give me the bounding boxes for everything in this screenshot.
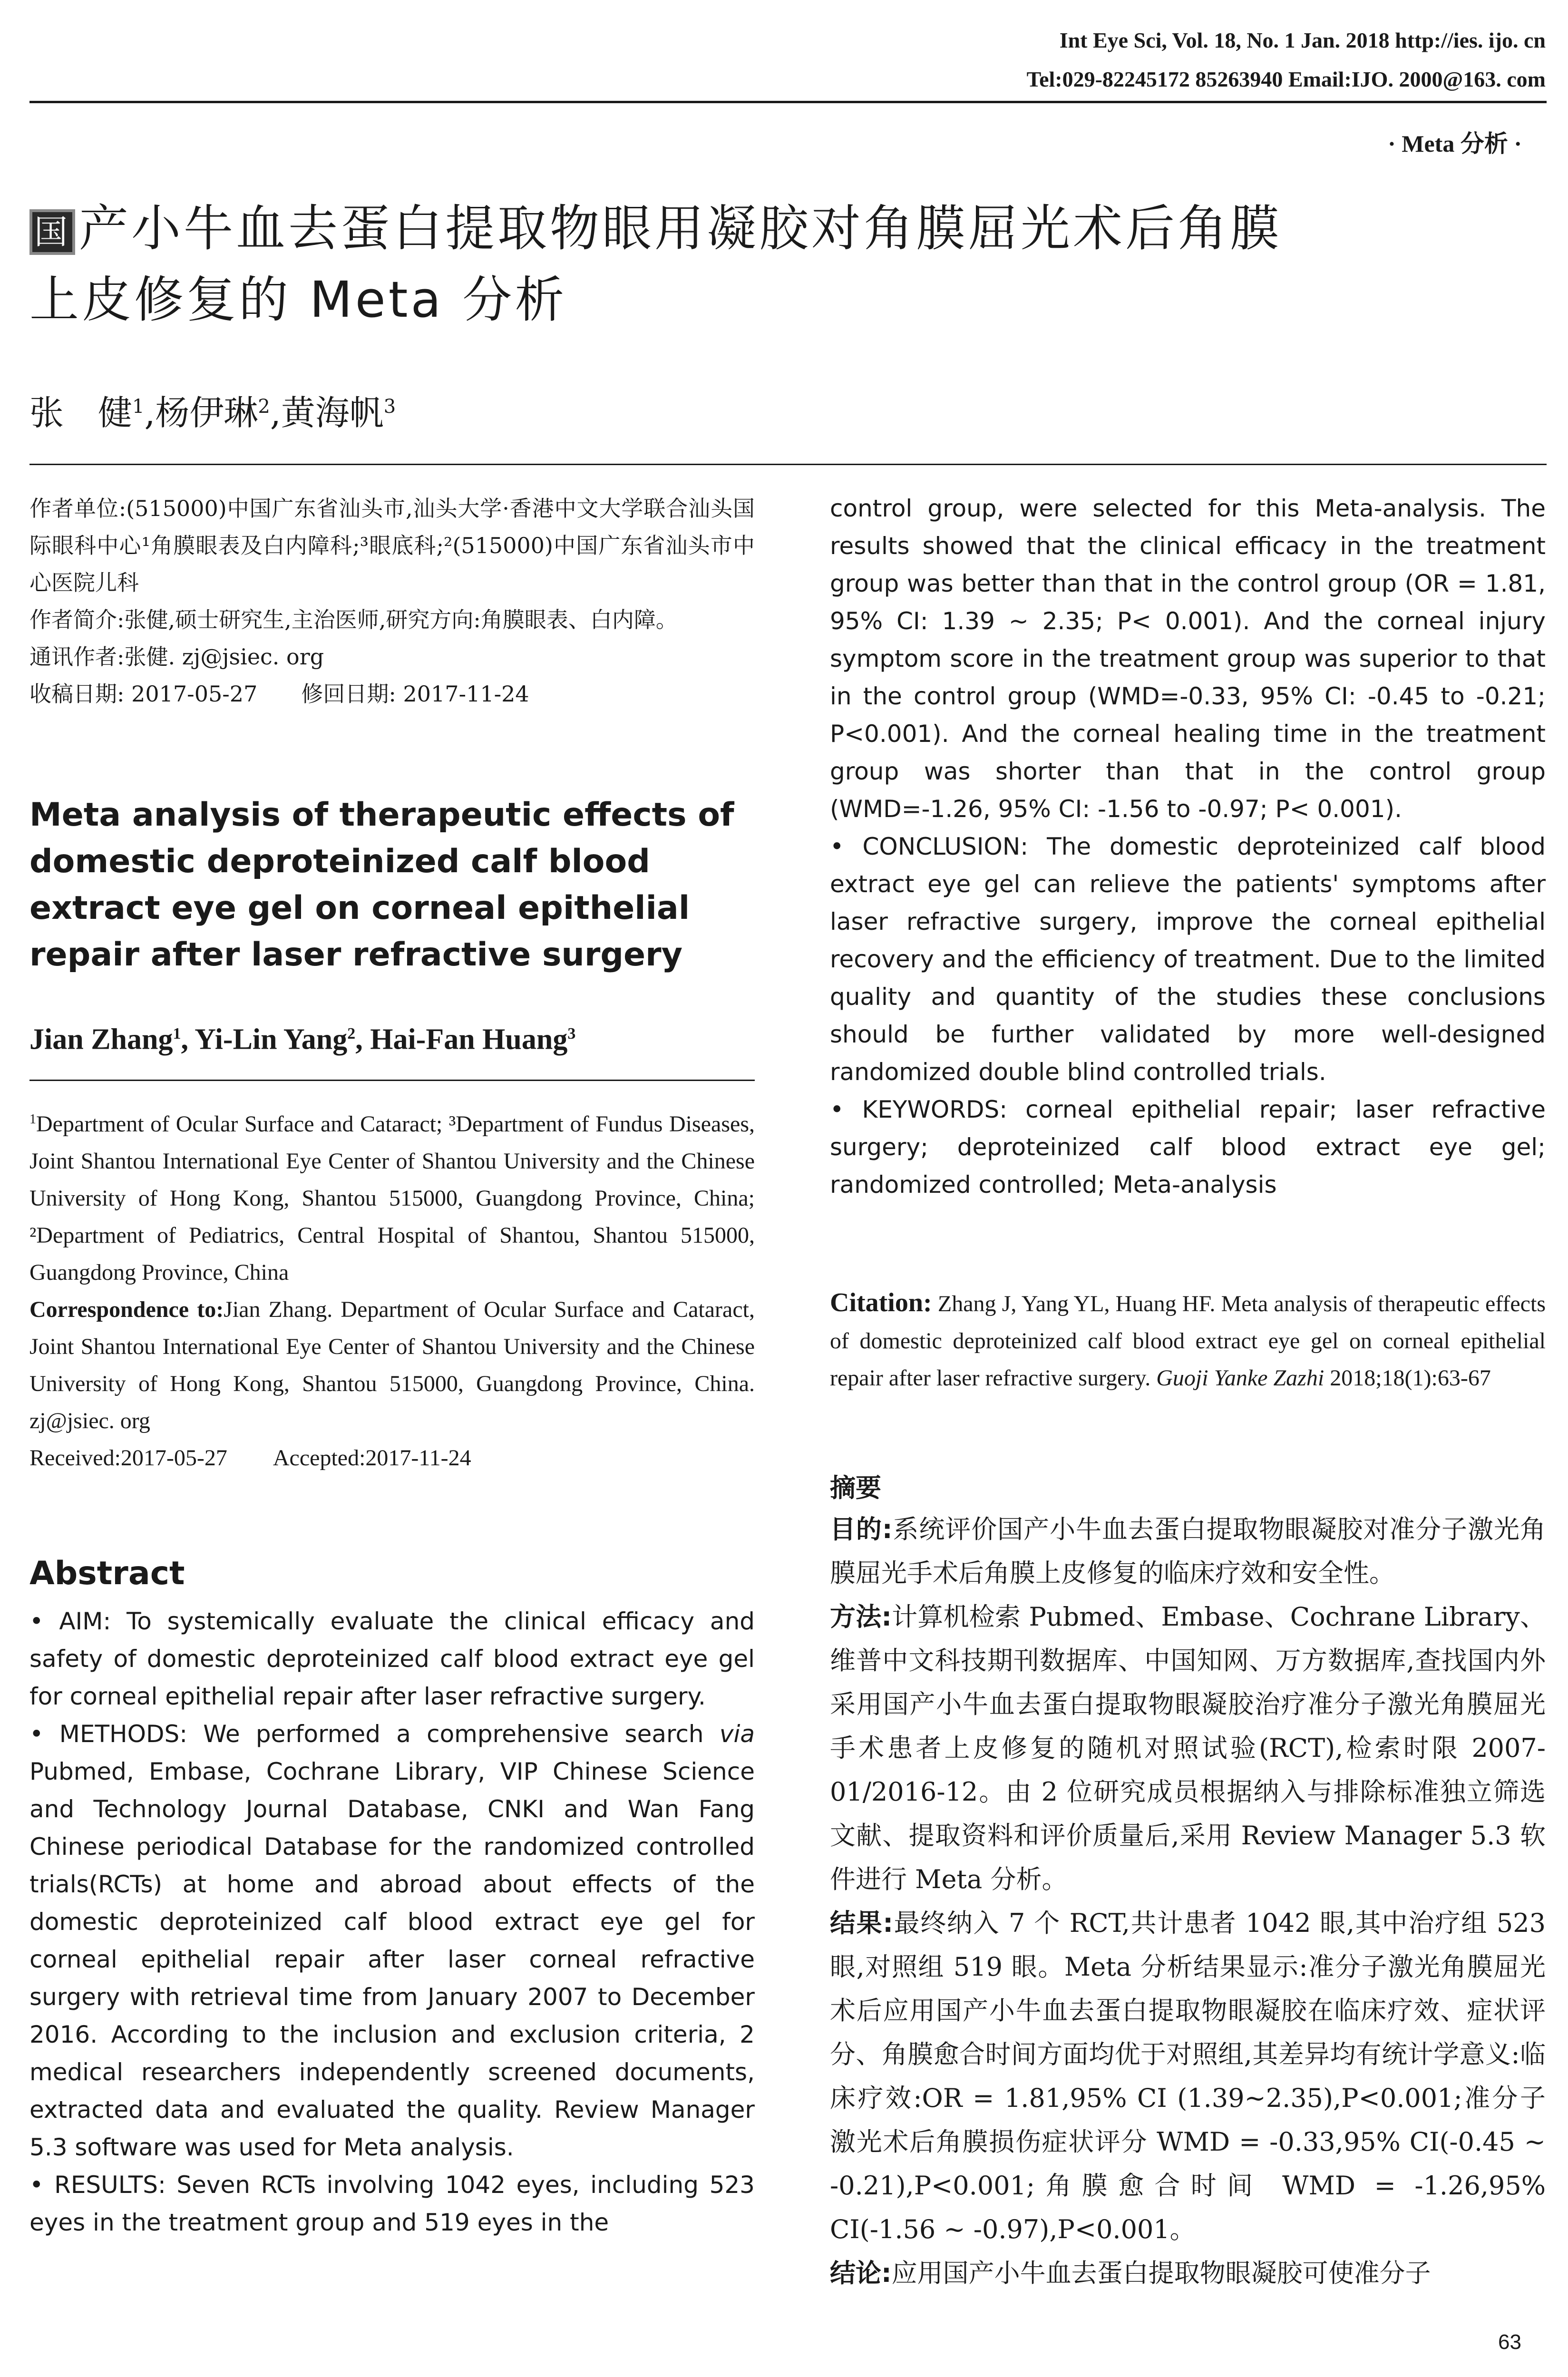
- affiliation-cn-dates: 收稿日期: 2017-05-27 修回日期: 2017-11-24: [29, 681, 529, 707]
- affiliation-en: $^1$Department of Ocular Surface and Cataract; ³Department of Fundus Diseases, Joint Shantou International Eye Center of Shantou University and the Chinese University of Hong Kong, Shantou 515000, Guangdong Province, China; ²Department of Pediatrics, Central Hospital of Shantou, Shantou 515000, Guangdong Province, China Correspondence to:Jian Zhang. Department of Ocular Surface and Cataract, Joint Shantou International Eye Center of Shantou University and the Chinese University of Hong Kong, Shantou 515000, Guangdong Province, China. zj@jsiec. org Received:2017-05-27 Accepted:2017-11-24: [29, 1101, 755, 1477]
- affiliation-cn-unit: 作者单位:(515000)中国广东省汕头市,汕头大学·香港中文大学联合汕头国际眼科中心¹角膜眼表及白内障科;³眼底科;²(515000)中国广东省汕头市中心医院儿科: [29, 496, 755, 595]
- article-title: [29, 193, 1547, 335]
- label-fangfa: 方法:: [830, 1602, 892, 1632]
- label-mudi: 目的:: [830, 1514, 893, 1544]
- received-accepted: Received:2017-05-27 Accepted:2017-11-24: [29, 1445, 471, 1471]
- authors-en: Jian Zhang$^1$, Yi-Lin Yang$^2$, Hai-Fan Huang$^3$: [29, 1023, 576, 1056]
- authors-rule: [29, 464, 1547, 465]
- abstract-keywords: • KEYWORDS: corneal epithelial repair; laser refractive surgery; deproteinized calf blood extract eye gel; randomized controlled; Meta-analysis: [830, 1096, 1546, 1198]
- section-tag: · Meta 分析 ·: [1388, 130, 1522, 157]
- author-cn-3: 黄海帆: [281, 393, 384, 433]
- label-jielun: 结论:: [830, 2258, 892, 2288]
- label-jieguo: 结果:: [830, 1908, 893, 1938]
- affiliation-en-depts: Department of Ocular Surface and Cataract; ³Department of Fundus Diseases, Joint Shantou International Eye Center of Shantou University and the Chinese University of Hong Kong, Shantou 515000, Guangdong Province, China; ²Department of Pediatrics, Central Hospital of Shantou, Shantou 515000, Guangdong Province, China: [29, 1111, 755, 1285]
- author-en-1: Jian Zhang: [29, 1023, 173, 1056]
- author-cn-1: 张 健: [29, 393, 133, 433]
- abstract-right: [830, 490, 1546, 1204]
- correspondence-text: Jian Zhang. Department of Ocular Surface and Cataract, Joint Shantou International Eye Center of Shantou University and the Chinese University of Hong Kong, Shantou 515000, Guangdong Province, China. zj@jsiec. org: [29, 1297, 755, 1433]
- text-jieguo: 最终纳入 7 个 RCT,共计患者 1042 眼,其中治疗组 523 眼,对照组 519 眼。Meta 分析结果显示:准分子激光角膜屈光术后应用国产小牛血去蛋白提取物眼凝胶在临床疗效、症状评分、角膜愈合时间方面均优于对照组,其差异均有统计学意义:临床疗效:OR = 1.81,95% CI (1.39~2.35),P<0.001;准分子激光术后角膜损伤症状评分 WMD = -0.33,95% CI(-0.45 ~ -0.21),P<0.001;角膜愈合时间 WMD = -1.26,95% CI(-1.56 ~ -0.97),P<0.001。: [830, 1908, 1546, 2244]
- citation-label: Citation:: [830, 1288, 932, 1317]
- chinese-abstract-heading: 摘要: [830, 1473, 881, 1503]
- citation-tail: 2018;18(1):63-67: [1330, 1365, 1491, 1391]
- citation: [830, 1284, 1546, 1397]
- affiliation-cn: [29, 490, 755, 712]
- citation-text: Zhang J, Yang YL, Huang HF. Meta analysis of therapeutic effects of domestic deproteinized calf blood extract eye gel on corneal epithelial repair after laser refractive surgery.: [830, 1291, 1546, 1391]
- title-line1: 产小牛血去蛋白提取物眼用凝胶对角膜屈光术后角膜: [79, 199, 1283, 257]
- title-line2: 上皮修复的 Meta 分析: [29, 271, 567, 329]
- abstract-aim: • AIM: To systemically evaluate the clinical efficacy and safety of domestic deproteinized calf blood extract eye gel for corneal epithelial repair after laser refractive surgery.: [29, 1607, 755, 1710]
- abstract-conclusion: • CONCLUSION: The domestic deproteinized calf blood extract eye gel can relieve the patients' symptoms after laser refractive surgery, improve the corneal epithelial recovery and the efficiency of treatment. Due to the limited quality and quantity of the studies these conclusions should be further validated by more well-designed randomized double blind controlled trials.: [830, 833, 1546, 1086]
- correspondence-label: Correspondence to:: [29, 1297, 224, 1322]
- author-cn-2: 杨伊琳: [155, 393, 258, 433]
- text-fangfa: 计算机检索 Pubmed、Embase、Cochrane Library、维普中文科技期刊数据库、中国知网、万方数据库,查找国内外采用国产小牛血去蛋白提取物眼凝胶治疗准分子激光角膜屈光手术患者上皮修复的随机对照试验(RCT),检索时限 2007-01/2016-12。由 2 位研究成员根据纳入与排除标准独立筛选文献、提取资料和评价质量后,采用 Review Manager 5.3 软件进行 Meta 分析。: [830, 1602, 1546, 1894]
- journal-header-line2: Tel:029-82245172 85263940 Email:IJO. 2000@163. com: [1026, 67, 1546, 91]
- chinese-abstract: [830, 1508, 1546, 2295]
- citation-journal: Guoji Yanke Zazhi: [1156, 1365, 1325, 1391]
- abstract-results-start: • RESULTS: Seven RCTs involving 1042 eyes, including 523 eyes in the treatment group and 519 eyes in the: [29, 2171, 755, 2236]
- text-mudi: 系统评价国产小牛血去蛋白提取物眼凝胶对准分子激光角膜屈光手术后角膜上皮修复的临床疗效和安全性。: [830, 1514, 1546, 1588]
- title-initial-badge: 国: [29, 209, 75, 255]
- abstract-results-cont: control group, were selected for this Meta-analysis. The results showed that the clinical efficacy in the treatment group was better than that in the control group (OR = 1.81, 95% CI: 1.39 ~ 2.35; P< 0.001). And the corneal injury symptom score in the treatment group was superior to that in the control group (WMD=-0.33, 95% CI: -0.45 to -0.21; P<0.001). And the corneal healing time in the treatment group was shorter than that in the control group (WMD=-1.26, 95% CI: -1.56 to -0.97; P< 0.001).: [830, 495, 1546, 823]
- authors-cn: 张 健$^1$,杨伊琳$^2$,黄海帆$^3$: [29, 393, 396, 433]
- page-number: 63: [1498, 2330, 1521, 2354]
- journal-header-line1: Int Eye Sci, Vol. 18, No. 1 Jan. 2018 http://ies. ijo. cn: [1059, 28, 1546, 52]
- text-jielun: 应用国产小牛血去蛋白提取物眼凝胶可使准分子: [891, 2258, 1431, 2288]
- affiliation-cn-corr: 通讯作者:张健. zj@jsiec. org: [29, 644, 324, 670]
- affiliation-cn-bio: 作者简介:张健,硕士研究生,主治医师,研究方向:角膜眼表、白内障。: [29, 607, 678, 633]
- english-title: Meta analysis of therapeutic effects of domestic deproteinized calf blood extract eye gel on corneal epithelial repair after laser refractive surgery: [29, 796, 734, 974]
- author-en-3: Hai-Fan Huang: [370, 1023, 568, 1056]
- header-rule: [29, 101, 1547, 103]
- abstract-methods: • METHODS: We performed a comprehensive search via Pubmed, Embase, Cochrane Library, VIP Chinese Science and Technology Journal Database, CNKI and Wan Fang Chinese periodical Database for the randomized controlled trials(RCTs) at home and abroad about effects of the domestic deproteinized calf blood extract eye gel for corneal epithelial repair after laser corneal refractive surgery with retrieval time from January 2007 to December 2016. According to the inclusion and exclusion criteria, 2 medical researchers independently screened documents, extracted data and evaluated the quality. Review Manager 5.3 software was used for Meta analysis.: [29, 1720, 755, 2161]
- author-en-2: Yi-Lin Yang: [195, 1023, 348, 1056]
- abstract-heading: Abstract: [29, 1555, 185, 1592]
- abstract-left: [29, 1603, 755, 2241]
- authors-en-rule: [29, 1080, 755, 1081]
